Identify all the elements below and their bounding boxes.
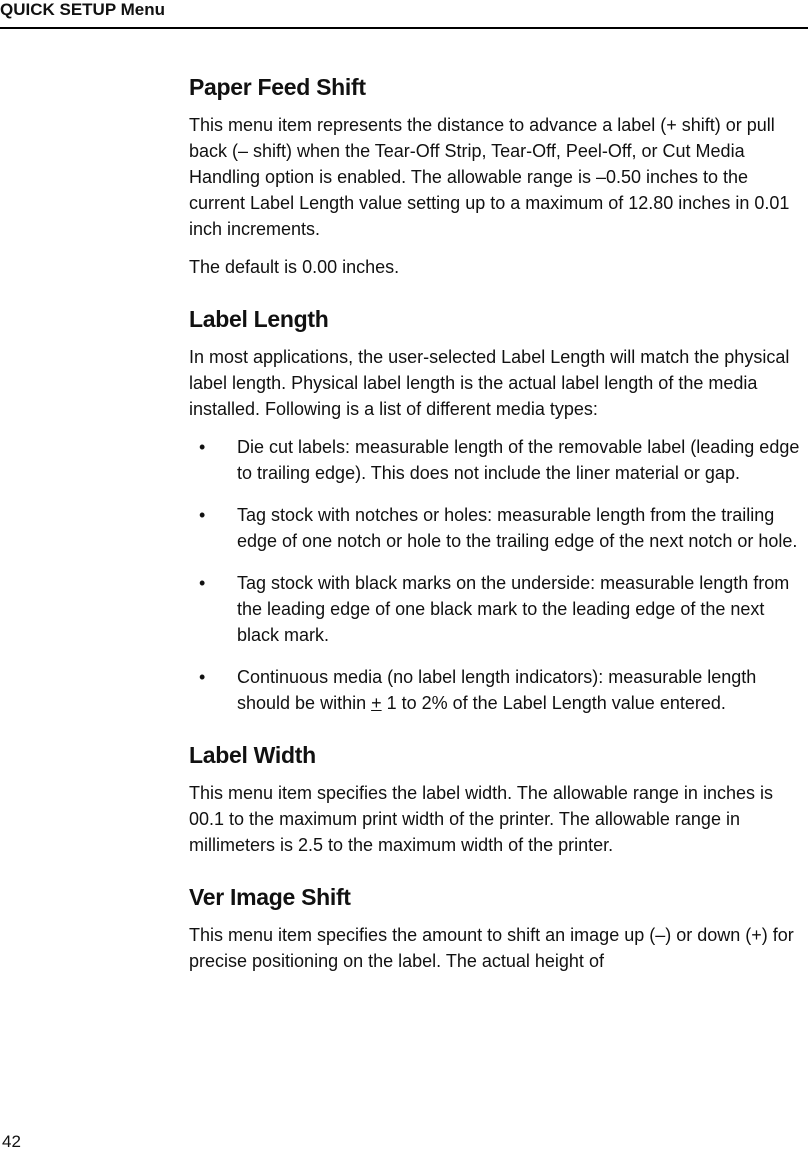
list-item: [189, 434, 803, 486]
section-heading: Label Length: [189, 306, 329, 332]
section-heading: Paper Feed Shift: [189, 74, 366, 100]
paragraph: This menu item specifies the label width. The allowable range in inches is 00.1 to the maximum print width of the printer. The allowable range in millimeters is 2.5 to the maximum width of the printer.: [189, 783, 773, 855]
section-ver-image-shift: [189, 882, 803, 974]
list-item-text: Tag stock with black marks on the underside: measurable length from the leading edge of one black mark to the leading edge of the next black mark.: [237, 573, 790, 645]
section-label-width: [189, 740, 803, 858]
paragraph: The default is 0.00 inches.: [189, 257, 400, 277]
list-item-text: Tag stock with notches or holes: measurable length from the trailing edge of one notch or hole to the trailing edge of the next notch or hole.: [237, 505, 798, 551]
list-item: [189, 502, 803, 554]
bullet-icon: •: [199, 667, 206, 687]
bullet-icon: •: [199, 437, 206, 457]
list-item-text: 1 to 2% of the Label Length value entered.: [381, 693, 726, 713]
section-paper-feed-shift: [189, 72, 803, 280]
section-heading: Ver Image Shift: [189, 884, 351, 910]
list-item: [189, 570, 803, 648]
list-item: [189, 664, 803, 716]
plus-minus-symbol: +: [371, 693, 382, 713]
paragraph: This menu item represents the distance to advance a label (+ shift) or pull back (– shift) when the Tear-Off Strip, Tear-Off, Peel-Off, or Cut Media Handling option is enabled. The allowable range is –0.50 inches to the current Label Length value setting up to a maximum of 12.80 inches in 0.01 inch increments.: [189, 115, 790, 239]
list-item-text: Die cut labels: measurable length of the removable label (leading edge to trailing edge). This does not include the liner material or gap.: [237, 437, 800, 483]
section-heading: Label Width: [189, 742, 316, 768]
running-header: QUICK SETUP Menu: [0, 0, 165, 19]
bullet-icon: •: [199, 573, 206, 593]
section-label-length: [189, 304, 803, 716]
page-content: [189, 72, 803, 998]
page-number: 42: [2, 1132, 21, 1151]
list-item-text: Continuous media (no label length indicators): measurable length should be within: [237, 667, 757, 713]
bullet-icon: •: [199, 505, 206, 525]
paragraph: In most applications, the user-selected Label Length will match the physical label length. Physical label length is the actual label length of the media installed. Following is a list of different media types:: [189, 347, 790, 419]
paragraph: This menu item specifies the amount to shift an image up (–) or down (+) for precise positioning on the label. The actual height of: [189, 925, 794, 971]
header-rule: [0, 27, 808, 29]
media-types-list: [189, 434, 803, 716]
